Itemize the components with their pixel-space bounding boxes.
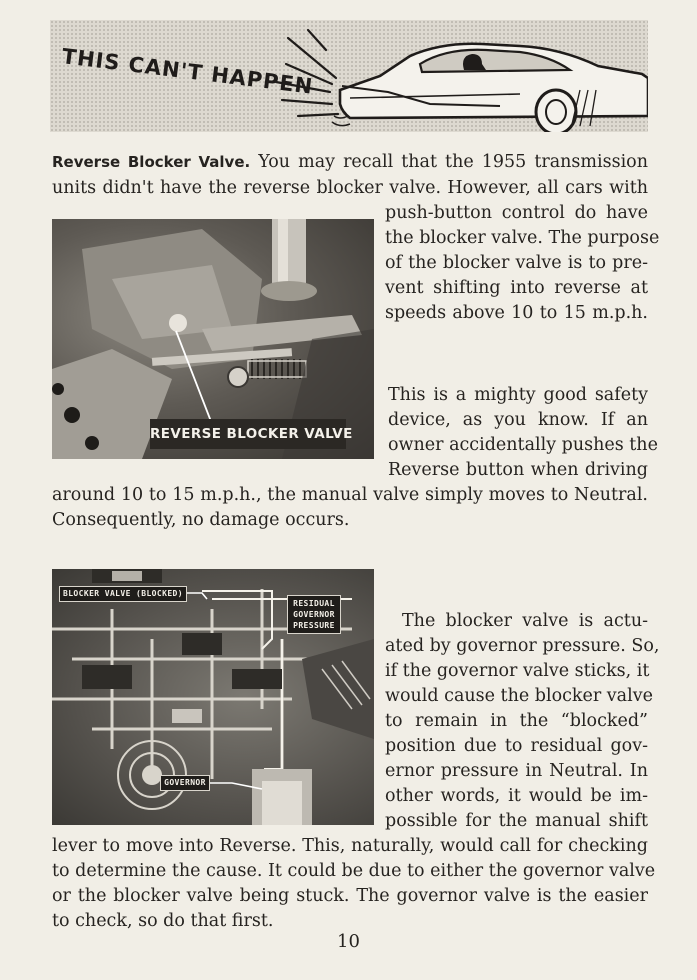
residual-label-line-3: PRESSURE <box>293 621 335 630</box>
hydraulic-circuit-diagram <box>52 569 374 825</box>
text-line: the blocker valve. The purpose <box>385 228 660 248</box>
text-line: speeds above 10 to 15 m.p.h. <box>385 303 648 323</box>
reverse-blocker-valve-label: REVERSE BLOCKER VALVE <box>150 419 346 449</box>
text-line: device, as you know. If an <box>388 410 648 430</box>
residual-label-line-2: GOVERNOR <box>293 610 335 619</box>
text-line: owner accidentally pushes the <box>388 435 658 455</box>
page-number: 10 <box>337 931 360 952</box>
text-line: vent shifting into reverse at <box>385 278 648 298</box>
text-line: ated by governor pressure. So, <box>385 636 660 656</box>
text-line: to check, so do that first. <box>52 911 274 931</box>
text-line: Reverse button when driving <box>388 460 648 480</box>
text-line: possible for the manual shift <box>385 811 648 831</box>
header-banner <box>50 20 648 132</box>
reverse-blocker-valve-photo <box>52 219 374 459</box>
text-line: push-button control do have <box>385 203 648 223</box>
text-line: to remain in the “blocked” <box>385 711 648 731</box>
text-line: lever to move into Reverse. This, naturally, would call for checking <box>52 836 648 856</box>
blocker-valve-blocked-label: BLOCKER VALVE (BLOCKED) <box>59 586 187 602</box>
text-line: ernor pressure in Neutral. In <box>385 761 648 781</box>
text-line: of the blocker valve is to pre- <box>385 253 648 273</box>
text-line: Consequently, no damage occurs. <box>52 510 350 530</box>
residual-label-line-1: RESIDUAL <box>293 599 335 608</box>
paragraph-1-line-1 <box>52 150 648 174</box>
text-line: around 10 to 15 m.p.h., the manual valve simply moves to Neutral. <box>52 485 648 505</box>
text-line: if the governor valve sticks, it <box>385 661 650 681</box>
text-line: would cause the blocker valve <box>385 686 653 706</box>
text-line: other words, it would be im- <box>385 786 648 806</box>
text-line: This is a mighty good safety <box>388 385 648 405</box>
governor-label: GOVERNOR <box>160 775 210 791</box>
residual-governor-pressure-label <box>287 595 341 634</box>
banner-title: THIS CAN'T HAPPEN <box>60 44 315 99</box>
text-line: to determine the cause. It could be due to either the governor valve <box>52 861 656 881</box>
text-line: or the blocker valve being stuck. The governor valve is the easier <box>52 886 648 906</box>
text-line: You may recall that the 1955 transmission <box>258 152 648 172</box>
section-heading: Reverse Blocker Valve. <box>52 153 251 171</box>
text-line: position due to residual gov- <box>385 736 648 756</box>
text-line: units didn't have the reverse blocker valve. However, all cars with <box>52 178 648 198</box>
text-line: The blocker valve is actu- <box>402 611 648 631</box>
